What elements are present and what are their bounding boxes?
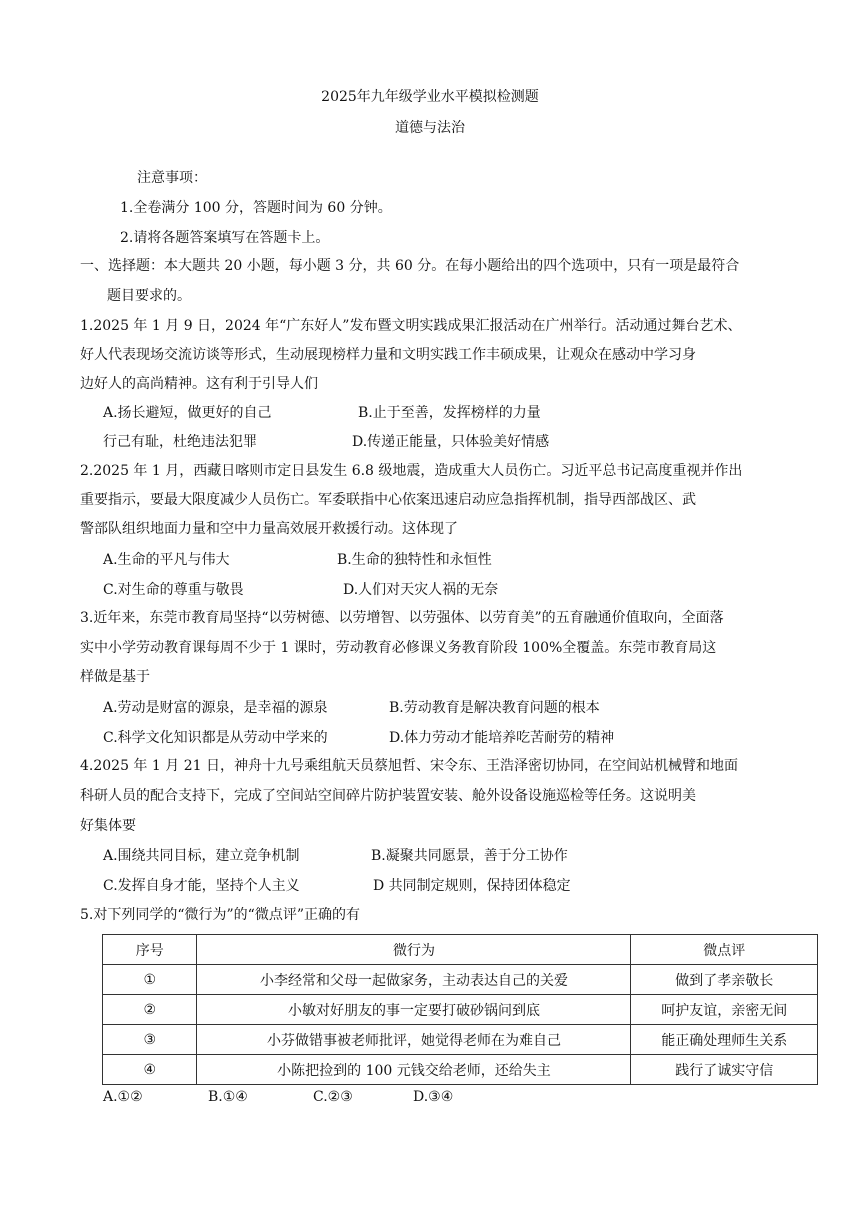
table-row [103,995,818,1025]
question-2-option-d[interactable]: D.人们对天灾人祸的无奈 [343,582,499,598]
question-5-option-d[interactable]: D.③④ [413,1089,454,1105]
question-1-line: 好人代表现场交流访谈等形式，生动展现榜样力量和文明实践工作丰硕成果，让观众在感动中学习身 [80,347,696,363]
table-cell: 践行了诚实守信 [631,1055,818,1085]
question-2-option-b[interactable]: B.生命的独特性和永恒性 [337,552,492,568]
table-header-cell: 微点评 [631,935,818,965]
question-1-option-c[interactable]: 行己有耻，杜绝违法犯罪 [103,434,257,450]
question-4-option-a[interactable]: A.围绕共同目标，建立竞争机制 [103,848,300,864]
table-cell: 小芬做错事被老师批评，她觉得老师在为难自己 [197,1025,631,1055]
exam-subject: 道德与法治 [395,120,465,136]
table-cell: ③ [103,1025,197,1055]
question-2-line: 2.2025 年 1 月，西藏日喀则市定日县发生 6.8 级地震，造成重大人员伤亡。习近平总书记高度重视并作出 [80,463,743,479]
question-5-line: 5.对下列同学的“微行为”的“微点评”正确的有 [80,907,360,923]
question-3-option-c[interactable]: C.科学文化知识都是从劳动中学来的 [103,730,328,746]
table-cell: ④ [103,1055,197,1085]
question-3-line: 3.近年来，东莞市教育局坚持“以劳树德、以劳增智、以劳强体、以劳育美”的五育融通价值取向，全面落 [80,610,724,626]
question-4-line: 4.2025 年 1 月 21 日，神舟十九号乘组航天员蔡旭哲、宋令东、王浩泽密切协同，在空间站机械臂和地面 [80,758,738,774]
table-cell: ① [103,965,197,995]
question-5-option-b[interactable]: B.①④ [208,1089,248,1105]
table-header-row [103,935,818,965]
table-cell: 小李经常和父母一起做家务，主动表达自己的关爱 [197,965,631,995]
question-2-line: 警部队组织地面力量和空中力量高效展开救援行动。这体现了 [80,521,458,537]
question-3-option-b[interactable]: B.劳动教育是解决教育问题的根本 [389,700,600,716]
question-1-option-a[interactable]: A.扬长避短，做更好的自己 [103,405,272,421]
table-header-cell: 微行为 [197,935,631,965]
table-cell: 能正确处理师生关系 [631,1025,818,1055]
table-row [103,965,818,995]
question-2-option-c[interactable]: C.对生命的尊重与敬畏 [103,582,244,598]
section-heading-cont: 题目要求的。 [107,288,191,304]
question-4-option-c[interactable]: C.发挥自身才能，坚持个人主义 [103,878,300,894]
question-1-option-d[interactable]: D.传递正能量，只体验美好情感 [352,434,550,450]
table-cell: 做到了孝亲敬长 [631,965,818,995]
question-3-option-a[interactable]: A.劳动是财富的源泉，是幸福的源泉 [103,700,328,716]
question-4-option-b[interactable]: B.凝聚共同愿景，善于分工协作 [371,848,568,864]
question-3-option-d[interactable]: D.体力劳动才能培养吃苦耐劳的精神 [389,730,615,746]
section-heading: 一、选择题：本大题共 20 小题，每小题 3 分，共 60 分。在每小题给出的四个选项中，只有一项是最符合 [80,258,740,274]
notice-item: 1.全卷满分 100 分，答题时间为 60 分钟。 [120,200,392,216]
exam-title: 2025年九年级学业水平模拟检测题 [321,89,539,105]
question-2-option-a[interactable]: A.生命的平凡与伟大 [103,552,230,568]
table-cell: ② [103,995,197,1025]
table-cell: 小陈把捡到的 100 元钱交给老师，还给失主 [197,1055,631,1085]
question-1-line: 1.2025 年 1 月 9 日，2024 年“广东好人”发布暨文明实践成果汇报活动在广州举行。活动通过舞台艺术、 [80,318,742,334]
question-1-option-b[interactable]: B.止于至善，发挥榜样的力量 [358,405,541,421]
table-header-cell: 序号 [103,935,197,965]
table-row [103,1025,818,1055]
table-cell: 呵护友谊，亲密无间 [631,995,818,1025]
behavior-review-table [102,934,818,1085]
question-5-option-c[interactable]: C.②③ [313,1089,353,1105]
question-4-option-d[interactable]: D 共同制定规则，保持团体稳定 [373,878,571,894]
table-row [103,1055,818,1085]
question-3-line: 实中小学劳动教育课每周不少于 1 课时，劳动教育必修课义务教育阶段 100%全覆盖。东莞市教育局这 [80,640,717,656]
question-3-line: 样做是基于 [80,669,150,685]
notice-item: 2.请将各题答案填写在答题卡上。 [120,230,330,246]
table-cell: 小敏对好朋友的事一定要打破砂锅问到底 [197,995,631,1025]
question-5-option-a[interactable]: A.①② [103,1089,143,1105]
question-4-line: 好集体要 [80,818,136,834]
question-4-line: 科研人员的配合支持下，完成了空间站空间碎片防护装置安装、舱外设备设施巡检等任务。这说明美 [80,788,696,804]
question-1-line: 边好人的高尚精神。这有利于引导人们 [80,376,318,392]
question-2-line: 重要指示，要最大限度减少人员伤亡。军委联指中心依案迅速启动应急指挥机制，指导西部战区、武 [80,492,696,508]
notice-heading: 注意事项： [137,170,207,186]
